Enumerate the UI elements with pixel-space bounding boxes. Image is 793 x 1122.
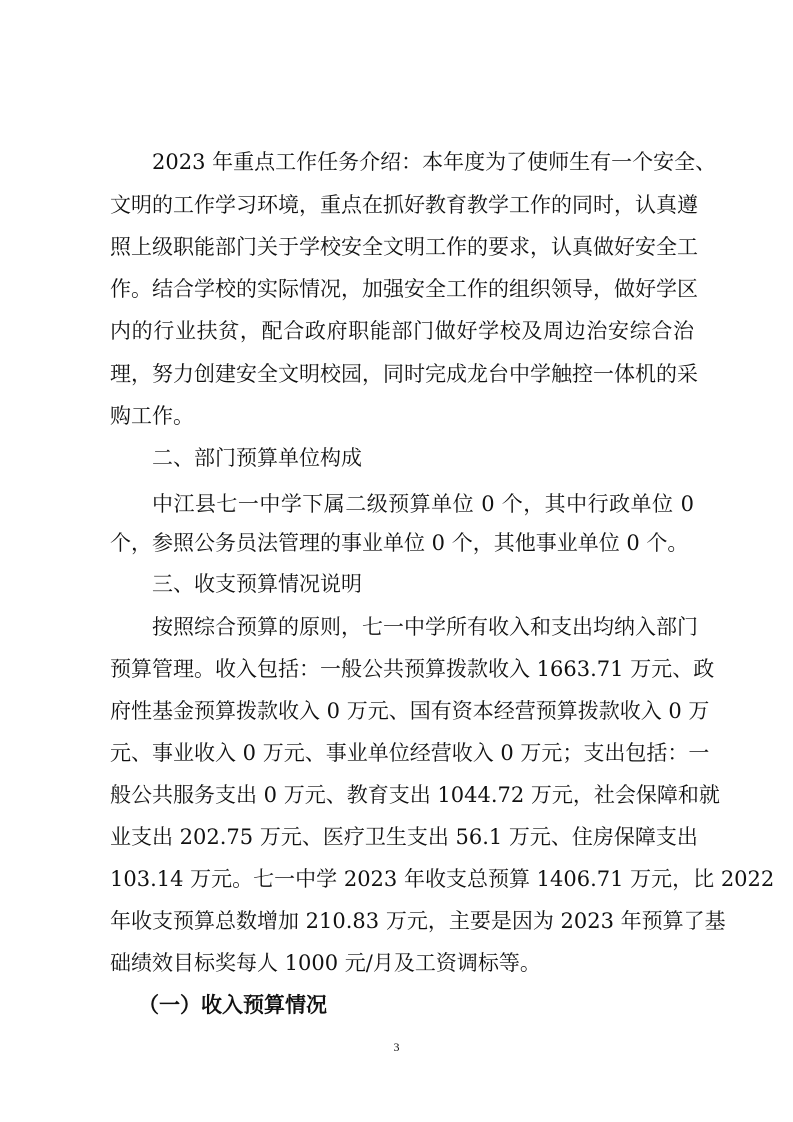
section-two-line-2: 个，参照公务员法管理的事业单位 0 个，其他事业单位 0 个。 — [110, 531, 689, 555]
subsection-one-heading: （一）收入预算情况 — [138, 992, 327, 1017]
section-three-line-2: 预算管理。收入包括：一般公共预算拨款收入 1663.71 万元、政 — [110, 657, 715, 681]
section-three-line-3: 府性基金预算拨款收入 0 万元、国有资本经营预算拨款收入 0 万 — [110, 699, 710, 723]
section-three-line-1: 按照综合预算的原则，七一中学所有收入和支出均纳入部门 — [152, 615, 698, 639]
intro-line-3: 照上级职能部门关于学校安全文明工作的要求，认真做好安全工 — [110, 235, 698, 259]
intro-line-1: 2023 年重点工作任务介绍：本年度为了使师生有一个安全、 — [152, 150, 717, 174]
intro-line-7: 购工作。 — [110, 404, 194, 428]
section-three-line-7: 103.14 万元。七一中学 2023 年收支总预算 1406.71 万元，比 2022 — [110, 867, 775, 891]
intro-line-2: 文明的工作学习环境，重点在抓好教育教学工作的同时，认真遵 — [110, 193, 698, 217]
intro-line-4: 作。结合学校的实际情况，加强安全工作的组织领导，做好学区 — [110, 277, 698, 301]
intro-line-5: 内的行业扶贫，配合政府职能部门做好学校及周边治安综合治 — [110, 319, 694, 343]
section-three-line-5: 般公共服务支出 0 万元、教育支出 1044.72 万元，社会保障和就 — [110, 783, 720, 807]
intro-line-6: 理，努力创建安全文明校园，同时完成龙台中学触控一体机的采 — [110, 362, 698, 386]
section-three-line-8: 年收支预算总数增加 210.83 万元，主要是因为 2023 年预算了基 — [110, 909, 726, 933]
section-three-heading: 三、收支预算情况说明 — [152, 572, 362, 596]
section-three-line-4: 元、事业收入 0 万元、事业单位经营收入 0 万元；支出包括：一 — [110, 741, 710, 765]
page-number: 3 — [393, 1040, 400, 1054]
section-three-line-6: 业支出 202.75 万元、医疗卫生支出 56.1 万元、住房保障支出 — [110, 825, 698, 849]
section-three-line-9: 础绩效目标奖每人 1000 元/月及工资调标等。 — [110, 951, 541, 975]
section-two-line-1: 中江县七一中学下属二级预算单位 0 个，其中行政单位 0 — [152, 492, 694, 516]
section-two-heading: 二、部门预算单位构成 — [152, 446, 362, 470]
